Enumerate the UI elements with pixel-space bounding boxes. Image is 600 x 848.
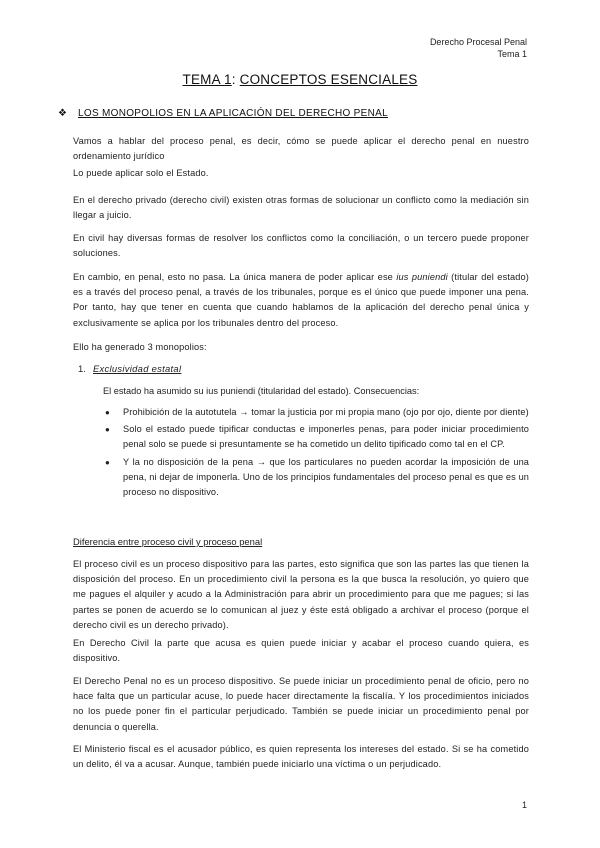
bullet-dot-icon: ● (105, 457, 110, 467)
section-heading-text: LOS MONOPOLIOS EN LA APLICACIÓN DEL DERECHO PENAL (78, 108, 388, 119)
bullet-dot-icon: ● (105, 408, 110, 417)
consequences-list (103, 405, 529, 500)
diamond-bullet-icon: ❖ (58, 108, 67, 119)
paragraph: En Derecho Civil la parte que acusa es quien puede iniciar y acabar el proceso cuando quiera, es dispositivo. (73, 638, 529, 664)
paragraph: El Derecho Penal no es un proceso dispositivo. Se puede iniciar un procedimiento penal de oficio, pero no hace falta que un particular acuse, lo puede hacer directamente la fiscalía. Y los procedimientos iniciados no los puede poner fin el particular perjudicado. También se puede iniciar un procedimiento penal por denuncia o querella. (73, 676, 529, 732)
list-item (103, 405, 529, 420)
paragraph: Ello ha generado 3 monopolios: (73, 342, 207, 352)
numbered-item (78, 363, 181, 374)
ius-puniendi-term: ius puniendi (396, 272, 448, 282)
list-item-text: Y la no disposición de la pena → que los particulares no pueden acordar la imposición de una pena, ni dejar de imponerla. Uno de los principios fundamentales del proceso penal es que es un proceso no dispositivo. (123, 456, 529, 498)
paragraph-ius-puniendi: En cambio, en penal, esto no pasa. La única manera de poder aplicar ese ius puniendi (titular del estado) es a través del proceso penal, a través de los tribunales, porque es el único que puede imponer una pena. Por tanto, hay que tener en cuenta que cuando hablamos de la aplicación del derecho penal única y exclusivamente se aplica por los tribunales dentro del proceso. (73, 272, 530, 328)
paragraph: Vamos a hablar del proceso penal, es decir, cómo se puede aplicar el derecho penal en nuestro ordenamiento jurídico (73, 136, 529, 162)
list-item (103, 422, 529, 452)
paragraph: En civil hay diversas formas de resolver los conflictos como la conciliación, o un tercero puede proponer soluciones. (73, 233, 529, 259)
list-item (103, 455, 529, 501)
title-prefix: TEMA 1 (182, 72, 232, 87)
title-sep: : (231, 72, 240, 87)
page-header (430, 36, 527, 60)
list-item-text: Solo el estado puede tipificar conductas e imponerles penas, para poder iniciar procedimiento penal solo se puede si presuntamente se ha cometido un delito tipificado como tal en el CP. (123, 424, 529, 450)
paragraph: Lo puede aplicar solo el Estado. (73, 168, 209, 178)
paragraph: El Ministerio fiscal es el acusador público, es quien representa los intereses del estado. Si se ha cometido un delito, él va a acusar. Aunque, también puede iniciarlo una víctima o un perjudicado. (73, 744, 529, 770)
bullet-dot-icon: ● (105, 425, 110, 435)
paragraph: El proceso civil es un proceso dispositivo para las partes, esto significa que son las partes las que tienen la disposición del proceso. En un procedimiento civil la persona es la que busca la resolución, yo quiero que me pagues el alquiler y acudo a la Administración para abrir un procedimiento para que me pagues; si las partes se ponen de acuerdo se lo comunican al juez y éste está obligado a archivar el proceso (porque el derecho civil es un derecho privado). (73, 559, 529, 630)
page-title (0, 72, 600, 87)
title-text: CONCEPTOS ESENCIALES (239, 72, 418, 87)
item-number: 1. (78, 363, 86, 374)
page-number: 1 (521, 800, 527, 810)
item-intro: El estado ha asumido su ius puniendi (titularidad del estado). Consecuencias: (103, 386, 420, 396)
item-title: Exclusividad estatal (93, 363, 182, 374)
header-subject: Derecho Procesal Penal (429, 37, 527, 47)
header-topic: Tema 1 (497, 49, 527, 59)
subheading: Diferencia entre proceso civil y proceso penal (73, 536, 263, 547)
section-heading (58, 108, 388, 119)
paragraph: En el derecho privado (derecho civil) existen otras formas de solucionar un conflicto como la mediación sin llegar a juicio. (73, 195, 529, 221)
list-item-text: Prohibición de la autotutela → tomar la justicia por mi propia mano (ojo por ojo, diente por diente) (123, 407, 529, 417)
